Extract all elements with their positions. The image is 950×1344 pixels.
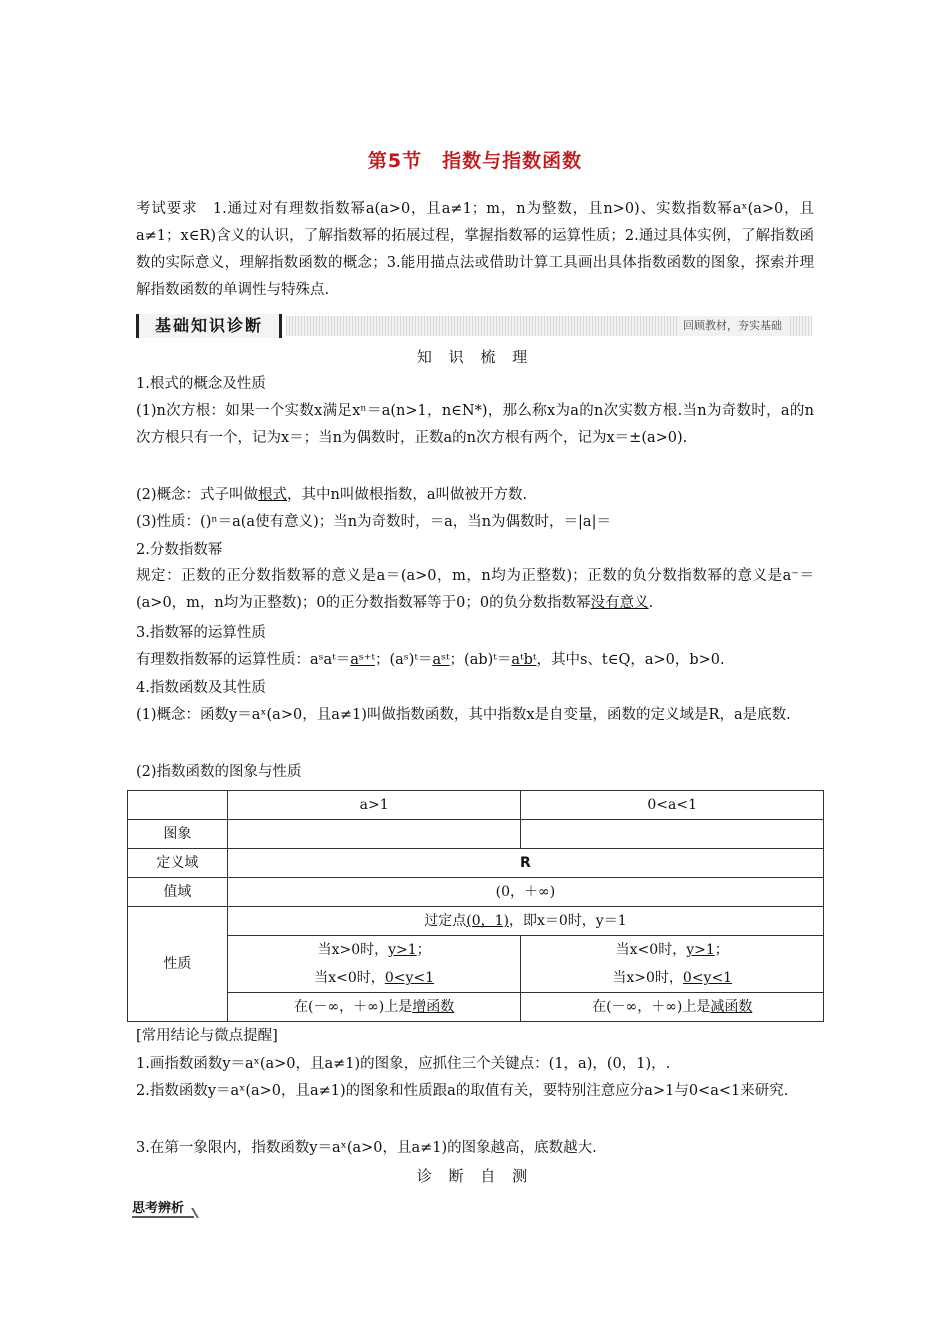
lt1-line2 — [521, 964, 823, 992]
exp-function-table — [127, 790, 824, 1022]
lt1-line1 — [521, 936, 823, 964]
s3-u3: aᵗbᵗ — [511, 652, 537, 668]
s1-p2 — [136, 485, 527, 505]
table-corner — [128, 791, 228, 820]
s1-p2b: ，其中n叫做根指数，a叫做被开方数. — [287, 487, 528, 503]
gt1-l2a: 当x<0时， — [314, 970, 385, 986]
row-props: 性质 — [128, 907, 228, 1022]
note-2: 2.指数函数y＝aˣ(a>0，且a≠1)的图象和性质跟a的取值有关，要特别注意应分a>1与0<a<1来研究. — [136, 1083, 789, 1099]
table-row — [128, 936, 824, 993]
mono-gt1-a: 在(－∞，＋∞)上是 — [294, 999, 413, 1015]
s2-p1u: 没有意义 — [590, 595, 649, 611]
gt1-l1a: 当x>0时， — [317, 942, 389, 958]
lt1-l2u: 0<y<1 — [682, 970, 733, 986]
values-lt1 — [521, 936, 824, 993]
s4-p1: (1)概念：函数y＝aˣ(a>0，且a≠1)叫做指数函数，其中指数x是自变量，函数的定义域是R，a是底数. — [136, 707, 791, 723]
gt1-l1u: y>1 — [388, 942, 417, 958]
s4-heading: 4.指数函数及其性质 — [136, 680, 266, 696]
s4-p2: (2)指数函数的图象与性质 — [136, 764, 302, 780]
s1-p2a: (2)概念：式子叫做 — [136, 487, 259, 503]
range-value: (0，＋∞) — [227, 878, 823, 907]
note-1: 1.画指数函数y＝aˣ(a>0，且a≠1)的图象，应抓住三个关键点：(1，a)，(0，1)，. — [136, 1056, 671, 1072]
knowledge-heading: 知 识 梳 理 — [416, 348, 534, 366]
self-test-heading: 诊 断 自 测 — [416, 1167, 534, 1185]
s2-p1 — [136, 563, 814, 617]
s3-p1a: 有理数指数幂的运算性质：aˢaᵗ＝ — [136, 652, 351, 668]
s1-p1: (1)n次方根：如果一个实数x满足xⁿ＝a(n>1，n∈N*)，那么称x为a的n次实数方根.当n为奇数时，a的n次方根只有一个，记为x＝；当n为偶数时，正数a的n次方根有两个，记为x＝±(a>0). — [136, 403, 814, 446]
table-row — [128, 820, 824, 849]
graph-lt1 — [521, 820, 824, 849]
fixed-a: 过定点 — [424, 913, 467, 929]
s3-p1 — [136, 650, 725, 670]
col-a-lt1: 0<a<1 — [521, 791, 824, 820]
lt1-l1u: y>1 — [686, 942, 715, 958]
fixed-b: ，即x＝0时，y＝1 — [508, 913, 627, 929]
fixed-point — [227, 907, 823, 936]
mono-lt1 — [521, 993, 824, 1022]
s3-p1d: ，其中s、t∈Q，a>0，b>0. — [536, 652, 725, 668]
page-title: 第5节 指数与指数函数 — [367, 150, 583, 172]
s3-u2: aˢᵗ — [432, 652, 450, 668]
note-3: 3.在第一象限内，指数函数y＝aˣ(a>0，且a≠1)的图象越高，底数越大. — [136, 1140, 597, 1156]
row-domain: 定义域 — [128, 849, 228, 878]
mono-lt1-u: 减函数 — [710, 999, 753, 1015]
lt1-l1b: ； — [714, 942, 729, 958]
s1-p2u: 根式 — [258, 487, 288, 503]
row-graph: 图象 — [128, 820, 228, 849]
lt1-l1a: 当x<0时， — [615, 942, 687, 958]
notes-heading: [常用结论与微点提醒] — [136, 1028, 278, 1044]
gt1-l1b: ； — [416, 942, 431, 958]
s1-heading: 1.根式的概念及性质 — [136, 376, 266, 392]
lt1-l2a: 当x>0时， — [612, 970, 683, 986]
graph-gt1 — [227, 820, 521, 849]
row-range: 值域 — [128, 878, 228, 907]
table-row — [128, 849, 824, 878]
gt1-line1 — [228, 936, 521, 964]
s3-p1b: ；(aˢ)ᵗ＝ — [375, 652, 433, 668]
s2-heading: 2.分数指数幂 — [136, 542, 223, 558]
values-gt1 — [227, 936, 521, 993]
mono-lt1-a: 在(－∞，＋∞)上是 — [592, 999, 711, 1015]
banner-tag: 回顾教材，夯实基础 — [677, 316, 788, 336]
s2-p1a: 规定：正数的正分数指数幂的意义是a＝(a>0，m，n均为正整数)；正数的负分数指数幂的意义是a⁻＝(a>0，m，n均为正整数)；0的正分数指数幂等于0；0的负分数指数幂 — [136, 568, 814, 611]
exam-requirements: 考试要求 1.通过对有理数指数幂a(a>0，且a≠1；m，n为整数，且n>0)、实数指数幂aˣ(a>0，且a≠1；x∈R)含义的认识，了解指数幂的拓展过程，掌握指数幂的运算性质；2.通过具体实例，了解指数函数的实际意义，理解指数函数的概念；3.能用描点法或借助计算工具画出具体指数函数的图象，探索并理解指数函数的单调性与特殊点. — [136, 201, 814, 298]
mono-gt1-u: 增函数 — [412, 999, 455, 1015]
s3-u1: aˢ⁺ᵗ — [350, 652, 376, 668]
table-row — [128, 791, 824, 820]
thinking-label: 思考辨析 — [132, 1197, 194, 1218]
table-row — [128, 993, 824, 1022]
section-banner — [136, 314, 812, 338]
banner-label: 基础知识诊断 — [136, 314, 282, 338]
table-row — [128, 907, 824, 936]
s1-p3: (3)性质：()ⁿ＝a(a使有意义)；当n为奇数时，＝a，当n为偶数时，＝|a|＝ — [136, 514, 611, 530]
s2-p1b: . — [648, 595, 654, 611]
s3-p1c: ；(ab)ᵗ＝ — [449, 652, 512, 668]
mono-gt1 — [227, 993, 521, 1022]
s3-heading: 3.指数幂的运算性质 — [136, 625, 266, 641]
gt1-line2 — [228, 964, 521, 992]
fixed-u: (0，1) — [466, 913, 509, 929]
domain-value: R — [227, 849, 823, 878]
col-a-gt1: a>1 — [227, 791, 521, 820]
gt1-l2u: 0<y<1 — [384, 970, 434, 986]
table-row — [128, 878, 824, 907]
